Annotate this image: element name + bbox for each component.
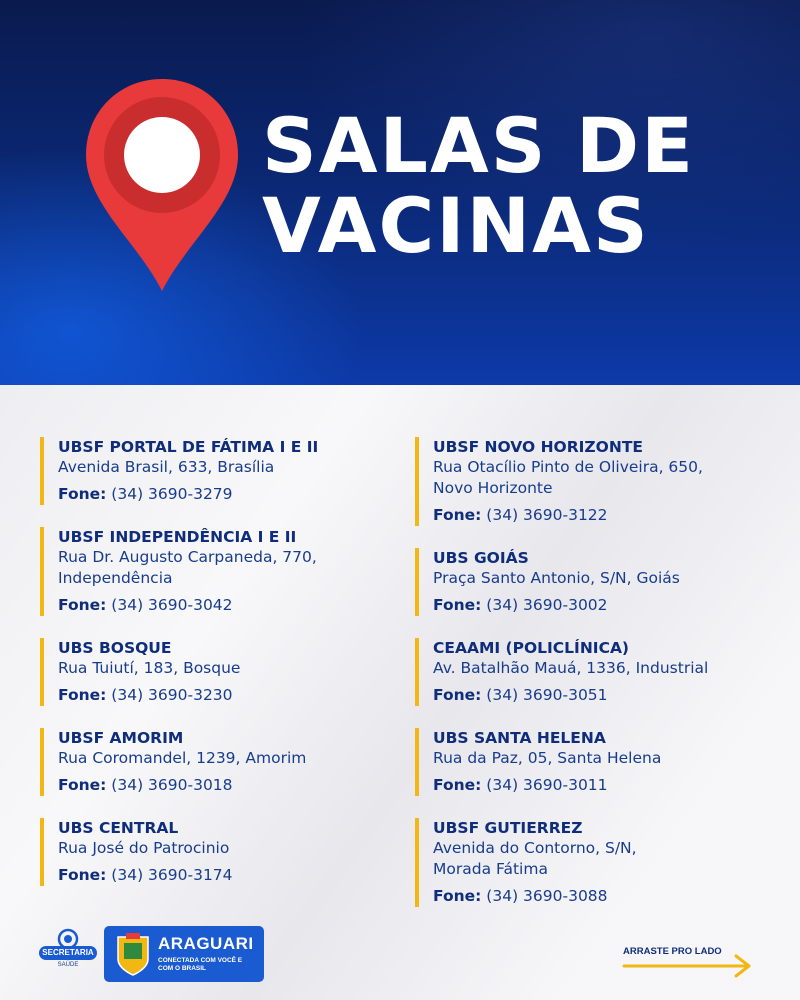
clinic-phone — [58, 595, 400, 616]
phone-label: Fone: — [58, 866, 107, 884]
clinic-phone — [433, 886, 775, 907]
clinic-phone — [433, 595, 775, 616]
clinic-phone — [58, 865, 400, 886]
phone-label: Fone: — [58, 776, 107, 794]
clinic-name: UBS CENTRAL — [58, 819, 179, 837]
phone-label: Fone: — [433, 506, 482, 524]
phone-label: Fone: — [433, 776, 482, 794]
clinic-entry — [415, 437, 775, 526]
phone-label: Fone: — [433, 686, 482, 704]
health-icon — [53, 928, 83, 950]
clinic-address: Rua Otacílio Pinto de Oliveira, 650, Novo Horizonte — [433, 458, 703, 497]
phone-number: (34) 3690-3051 — [486, 686, 608, 704]
clinic-phone — [58, 484, 400, 505]
city-crest-icon — [114, 931, 152, 977]
clinic-address: Av. Batalhão Mauá, 1336, Industrial — [433, 659, 709, 677]
clinic-entry — [415, 728, 775, 796]
phone-number: (34) 3690-3088 — [486, 887, 608, 905]
clinic-entry — [415, 638, 775, 706]
phone-number: (34) 3690-3042 — [111, 596, 233, 614]
left-column — [40, 437, 400, 908]
clinic-name: UBSF AMORIM — [58, 729, 184, 747]
phone-number: (34) 3690-3018 — [111, 776, 233, 794]
phone-label: Fone: — [58, 485, 107, 503]
phone-label: Fone: — [58, 596, 107, 614]
clinic-name: UBSF GUTIERREZ — [433, 819, 583, 837]
clinic-name: UBS SANTA HELENA — [433, 729, 606, 747]
clinic-address: Avenida do Contorno, S/N, Morada Fátima — [433, 839, 637, 878]
clinic-phone — [433, 685, 775, 706]
clinic-entry — [40, 527, 400, 616]
clinic-address: Rua Dr. Augusto Carpaneda, 770, Independência — [58, 548, 317, 587]
clinic-name: UBSF INDEPENDÊNCIA I E II — [58, 528, 297, 546]
clinic-address: Avenida Brasil, 633, Brasília — [58, 458, 275, 476]
phone-label: Fone: — [433, 887, 482, 905]
hero-banner — [0, 0, 800, 385]
clinic-phone — [58, 685, 400, 706]
city-name: ARAGUARI — [158, 934, 254, 953]
clinic-name: UBSF PORTAL DE FÁTIMA I E II — [58, 438, 319, 456]
clinic-entry — [40, 437, 400, 505]
clinic-entry — [40, 818, 400, 886]
secretaria-label: SECRETARIA — [39, 946, 97, 960]
phone-number: (34) 3690-3279 — [111, 485, 233, 503]
clinic-entry — [40, 728, 400, 796]
phone-label: Fone: — [433, 596, 482, 614]
clinic-address: Praça Santo Antonio, S/N, Goiás — [433, 569, 680, 587]
phone-number: (34) 3690-3174 — [111, 866, 233, 884]
city-tagline: CONECTADA COM VOCÊ E COM O BRASIL — [158, 957, 243, 972]
clinic-address: Rua Coromandel, 1239, Amorim — [58, 749, 307, 767]
clinic-name: UBSF NOVO HORIZONTE — [433, 438, 643, 456]
clinic-name: CEAAMI (POLICLÍNICA) — [433, 639, 630, 657]
page-title-line-1: SALAS DE — [262, 101, 695, 190]
right-column — [415, 437, 775, 929]
phone-number: (34) 3690-3002 — [486, 596, 608, 614]
clinic-phone — [58, 775, 400, 796]
secretaria-logo — [38, 928, 98, 980]
clinic-entry — [415, 818, 775, 907]
secretaria-sub: SAÚDE — [57, 962, 79, 968]
swipe-hint: ARRASTE PRO LADO — [623, 946, 722, 957]
clinic-address: Rua da Paz, 05, Santa Helena — [433, 749, 662, 767]
arrow-right-icon — [622, 952, 754, 980]
clinic-phone — [433, 505, 775, 526]
clinic-address: Rua José do Patrocinio — [58, 839, 230, 857]
clinic-phone — [433, 775, 775, 796]
clinic-entry — [40, 638, 400, 706]
clinic-entry — [415, 548, 775, 616]
city-logo — [104, 926, 264, 982]
map-pin-icon — [82, 75, 242, 295]
phone-label: Fone: — [58, 686, 107, 704]
clinic-name: UBS BOSQUE — [58, 639, 172, 657]
phone-number: (34) 3690-3011 — [486, 776, 608, 794]
clinic-name: UBS GOIÁS — [433, 549, 529, 567]
clinic-address: Rua Tuiutí, 183, Bosque — [58, 659, 241, 677]
page-title-line-2: VACINAS — [262, 181, 650, 270]
phone-number: (34) 3690-3122 — [486, 506, 608, 524]
phone-number: (34) 3690-3230 — [111, 686, 233, 704]
